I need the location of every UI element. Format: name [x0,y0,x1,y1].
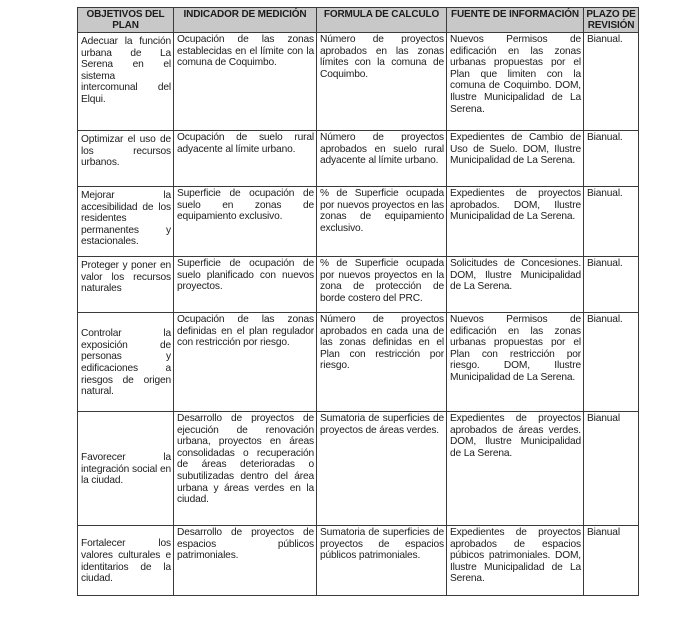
table-header-row [78,8,639,33]
plazo-cell: Bianual. [584,33,639,131]
objetivo-cell: Fortalecer los valores culturales e identitarios de la ciudad. [78,526,174,596]
header-indicador: INDICADOR DE MEDICIÓN [174,8,317,33]
table-row [78,131,639,187]
objetivo-cell: Adecuar la función urbana de La Serena en el sistema intercomunal del Elqui. [78,33,174,131]
formula-cell: % de Superficie ocupada por nuevos proyectos en la zona de protección de borde costero del PRC. [317,257,447,313]
header-plazo: PLAZO DE REVISIÓN [584,8,639,33]
header-formula: FORMULA DE CALCULO [317,8,447,33]
table-row [78,526,639,596]
formula-cell: % de Superficie ocupada por nuevos proyectos en las zonas de equipamiento exclusivo. [317,187,447,257]
table-row [78,412,639,526]
header-objetivos: OBJETIVOS DEL PLAN [78,8,174,33]
formula-cell: Número de proyectos aprobados en cada una de las zonas definidas en el Plan con restricción por riesgo. [317,313,447,412]
plazo-cell: Bianual. [584,131,639,187]
fuente-cell: Nuevos Permisos de edificación en las zonas urbanas propuestas por el Plan con restricción por riesgo. DOM, Ilustre Municipalidad de La Serena. [447,313,584,412]
formula-cell: Sumatoria de superficies de proyectos de áreas verdes. [317,412,447,526]
header-fuente: FUENTE DE INFORMACIÓN [447,8,584,33]
objetivo-cell: Favorecer la integración social en la ciudad. [78,412,174,526]
fuente-cell: Nuevos Permisos de edificación en las zonas urbanas propuestas por el Plan que limiten con la comuna de Coquimbo. DOM, Ilustre Municipalidad de La Serena. [447,33,584,131]
indicador-cell: Desarrollo de proyectos de ejecución de renovación urbana, proyectos en áreas consolidadas o recuperación de áreas deterioradas o subutilizadas dentro del área urbana y áreas verdes en la ciudad. [174,412,317,526]
objetivo-cell: Controlar la exposición de personas y edificaciones a riesgos de origen natural. [78,313,174,412]
table-row [78,257,639,313]
objetivo-cell: Proteger y poner en valor los recursos naturales [78,257,174,313]
indicador-cell: Ocupación de las zonas definidas en el plan regulador con restricción por riesgo. [174,313,317,412]
indicador-cell: Ocupación de suelo rural adyacente al límite urbano. [174,131,317,187]
plazo-cell: Bianual. [584,257,639,313]
indicador-cell: Superficie de ocupación de suelo planificado con nuevos proyectos. [174,257,317,313]
indicador-cell: Superficie de ocupación de suelo en zonas de equipamiento exclusivo. [174,187,317,257]
objetivo-cell: Mejorar la accesibilidad de los residentes permanentes y estacionales. [78,187,174,257]
formula-cell: Número de proyectos aprobados en suelo rural adyacente al límite urbano. [317,131,447,187]
plazo-cell: Bianual. [584,187,639,257]
formula-cell: Sumatoria de superficies de proyectos de espacios públicos patrimoniales. [317,526,447,596]
plazo-cell: Bianual. [584,313,639,412]
plazo-cell: Bianual [584,526,639,596]
fuente-cell: Expedientes de proyectos aprobados de áreas verdes. DOM, Ilustre Municipalidad de La Serena. [447,412,584,526]
objetivo-cell: Optimizar el uso de los recursos urbanos. [78,131,174,187]
table-row [78,313,639,412]
fuente-cell: Solicitudes de Concesiones. DOM, Ilustre Municipalidad de La Serena. [447,257,584,313]
fuente-cell: Expedientes de proyectos aprobados. DOM, Ilustre Municipalidad de La Serena. [447,187,584,257]
formula-cell: Número de proyectos aprobados en las zonas límites con la comuna de Coquimbo. [317,33,447,131]
fuente-cell: Expedientes de proyectos aprobados de espacios púbicos patrimoniales. DOM, Ilustre Municipalidad de La Serena. [447,526,584,596]
evaluation-indicators-table [77,7,639,596]
indicador-cell: Desarrollo de proyectos de espacios públicos patrimoniales. [174,526,317,596]
indicador-cell: Ocupación de las zonas establecidas en el límite con la comuna de Coquimbo. [174,33,317,131]
plazo-cell: Bianual [584,412,639,526]
table-row [78,33,639,131]
fuente-cell: Expedientes de Cambio de Uso de Suelo. DOM, Ilustre Municipalidad de La Serena. [447,131,584,187]
table-row [78,187,639,257]
